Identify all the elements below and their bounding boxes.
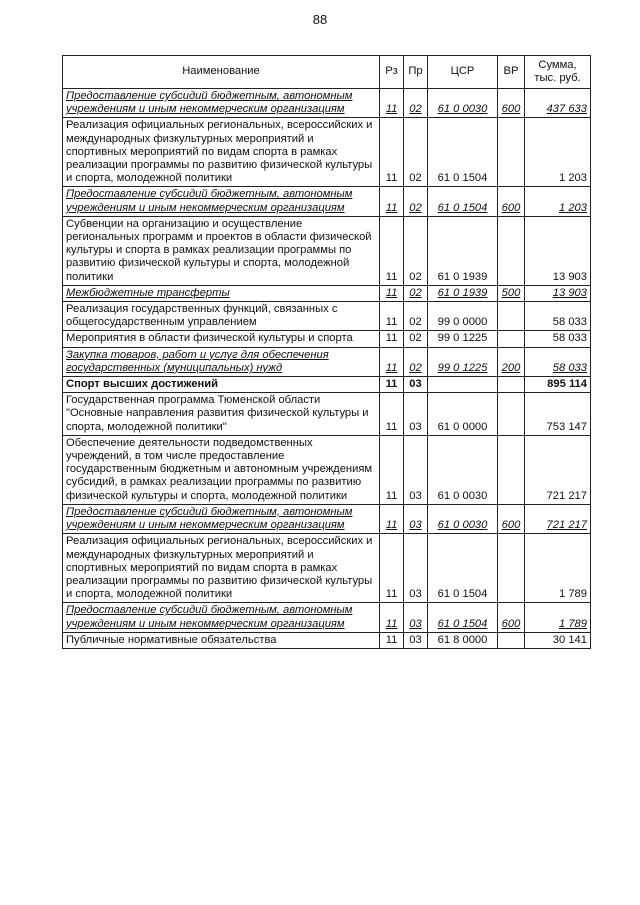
cell-sum: 753 147 (525, 393, 591, 436)
cell-sum: 30 141 (525, 632, 591, 648)
cell-sum: 1 203 (525, 118, 591, 187)
cell-rz: 11 (380, 603, 404, 632)
table-row (63, 347, 591, 376)
table-row (63, 632, 591, 648)
cell-name: Обеспечение деятельности подведомственных учреждений, в том числе предоставление государственным бюджетным и автономным учреждениям субсидий, в рамках реализации программы по развитию физической культуры и спорта, молодежной политики (63, 435, 380, 504)
column-header-vr: ВР (498, 56, 525, 89)
cell-rz: 11 (380, 118, 404, 187)
table-row (63, 393, 591, 436)
cell-name: Публичные нормативные обязательства (63, 632, 380, 648)
cell-csr: 61 0 1504 (428, 118, 498, 187)
cell-rz: 11 (380, 347, 404, 376)
cell-name: Закупка товаров, работ и услуг для обеспечения государственных (муниципальных) нужд (63, 347, 380, 376)
table-row (63, 534, 591, 603)
cell-rz: 11 (380, 393, 404, 436)
cell-vr (498, 435, 525, 504)
cell-name: Межбюджетные трансферты (63, 285, 380, 301)
cell-sum: 437 633 (525, 89, 591, 118)
cell-rz: 11 (380, 216, 404, 285)
cell-vr (498, 377, 525, 393)
cell-sum: 721 217 (525, 435, 591, 504)
cell-sum: 1 203 (525, 187, 591, 216)
column-header-name: Наименование (63, 56, 380, 89)
cell-sum: 58 033 (525, 347, 591, 376)
cell-sum: 13 903 (525, 216, 591, 285)
cell-csr: 61 0 0030 (428, 435, 498, 504)
cell-name: Реализация государственных функций, связанных с общегосударственным управлением (63, 302, 380, 331)
cell-vr (498, 216, 525, 285)
table-header-row (63, 56, 591, 89)
cell-vr (498, 393, 525, 436)
cell-sum: 721 217 (525, 504, 591, 533)
table-row (63, 377, 591, 393)
cell-vr: 600 (498, 89, 525, 118)
cell-csr: 61 8 0000 (428, 632, 498, 648)
cell-name: Предоставление субсидий бюджетным, автономным учреждениям и иным некоммерческим организациям (63, 603, 380, 632)
cell-vr: 600 (498, 504, 525, 533)
cell-csr: 61 0 0030 (428, 504, 498, 533)
table-row (63, 302, 591, 331)
cell-vr: 600 (498, 603, 525, 632)
cell-vr (498, 118, 525, 187)
table-row (63, 285, 591, 301)
cell-rz: 11 (380, 89, 404, 118)
cell-pr: 02 (404, 347, 428, 376)
column-header-pr: Пр (404, 56, 428, 89)
cell-rz: 11 (380, 534, 404, 603)
cell-vr: 500 (498, 285, 525, 301)
table-row (63, 187, 591, 216)
column-header-rz: Рз (380, 56, 404, 89)
cell-name: Мероприятия в области физической культуры и спорта (63, 331, 380, 347)
cell-name: Реализация официальных региональных, всероссийских и международных физкультурных мероприятий и спортивных мероприятий по видам спорта в рамках реализации программы по развитию физической культуры и спорта, молодежной политики (63, 118, 380, 187)
table-row (63, 89, 591, 118)
cell-vr: 600 (498, 187, 525, 216)
table-body (63, 89, 591, 649)
cell-pr: 03 (404, 435, 428, 504)
table-row (63, 118, 591, 187)
cell-pr: 02 (404, 302, 428, 331)
table-row (63, 331, 591, 347)
cell-vr (498, 302, 525, 331)
cell-csr (428, 377, 498, 393)
cell-pr: 03 (404, 534, 428, 603)
cell-csr: 61 0 1504 (428, 534, 498, 603)
cell-vr: 200 (498, 347, 525, 376)
cell-csr: 61 0 1504 (428, 187, 498, 216)
cell-csr: 61 0 1939 (428, 216, 498, 285)
cell-vr (498, 534, 525, 603)
budget-table (62, 55, 591, 649)
table-row (63, 603, 591, 632)
cell-rz: 11 (380, 377, 404, 393)
cell-name: Предоставление субсидий бюджетным, автономным учреждениям и иным некоммерческим организациям (63, 187, 380, 216)
cell-pr: 03 (404, 603, 428, 632)
cell-csr: 61 0 1504 (428, 603, 498, 632)
cell-pr: 02 (404, 216, 428, 285)
column-header-sum: Сумма, тыс. руб. (525, 56, 591, 89)
cell-name: Предоставление субсидий бюджетным, автономным учреждениям и иным некоммерческим организациям (63, 504, 380, 533)
cell-pr: 02 (404, 187, 428, 216)
cell-csr: 61 0 1939 (428, 285, 498, 301)
cell-csr: 61 0 0000 (428, 393, 498, 436)
table-row (63, 435, 591, 504)
page-number: 88 (312, 12, 328, 27)
cell-pr: 02 (404, 89, 428, 118)
cell-rz: 11 (380, 187, 404, 216)
cell-rz: 11 (380, 435, 404, 504)
cell-pr: 02 (404, 331, 428, 347)
cell-csr: 99 0 1225 (428, 331, 498, 347)
column-header-csr: ЦСР (428, 56, 498, 89)
cell-pr: 03 (404, 393, 428, 436)
cell-rz: 11 (380, 504, 404, 533)
cell-pr: 03 (404, 377, 428, 393)
cell-name: Предоставление субсидий бюджетным, автономным учреждениям и иным некоммерческим организациям (63, 89, 380, 118)
cell-name: Реализация официальных региональных, всероссийских и международных физкультурных мероприятий и спортивных мероприятий по видам спорта в рамках реализации программы по развитию физической культуры и спорта, молодежной политики (63, 534, 380, 603)
cell-vr (498, 632, 525, 648)
cell-pr: 03 (404, 504, 428, 533)
cell-pr: 02 (404, 118, 428, 187)
cell-name: Государственная программа Тюменской области "Основные направления развития физической культуры и спорта, молодежной политики" (63, 393, 380, 436)
cell-sum: 1 789 (525, 603, 591, 632)
cell-vr (498, 331, 525, 347)
cell-sum: 1 789 (525, 534, 591, 603)
cell-rz: 11 (380, 285, 404, 301)
cell-name: Спорт высших достижений (63, 377, 380, 393)
cell-rz: 11 (380, 632, 404, 648)
cell-pr: 03 (404, 632, 428, 648)
table-row (63, 504, 591, 533)
cell-sum: 58 033 (525, 302, 591, 331)
cell-rz: 11 (380, 302, 404, 331)
cell-rz: 11 (380, 331, 404, 347)
cell-csr: 99 0 1225 (428, 347, 498, 376)
cell-pr: 02 (404, 285, 428, 301)
cell-sum: 58 033 (525, 331, 591, 347)
cell-csr: 61 0 0030 (428, 89, 498, 118)
table-row (63, 216, 591, 285)
cell-csr: 99 0 0000 (428, 302, 498, 331)
cell-name: Субвенции на организацию и осуществление региональных программ и проектов в области физической культуры и спорта в рамках реализации программы по развитию физической культуры и спорта, молодежной политики (63, 216, 380, 285)
cell-sum: 895 114 (525, 377, 591, 393)
cell-sum: 13 903 (525, 285, 591, 301)
